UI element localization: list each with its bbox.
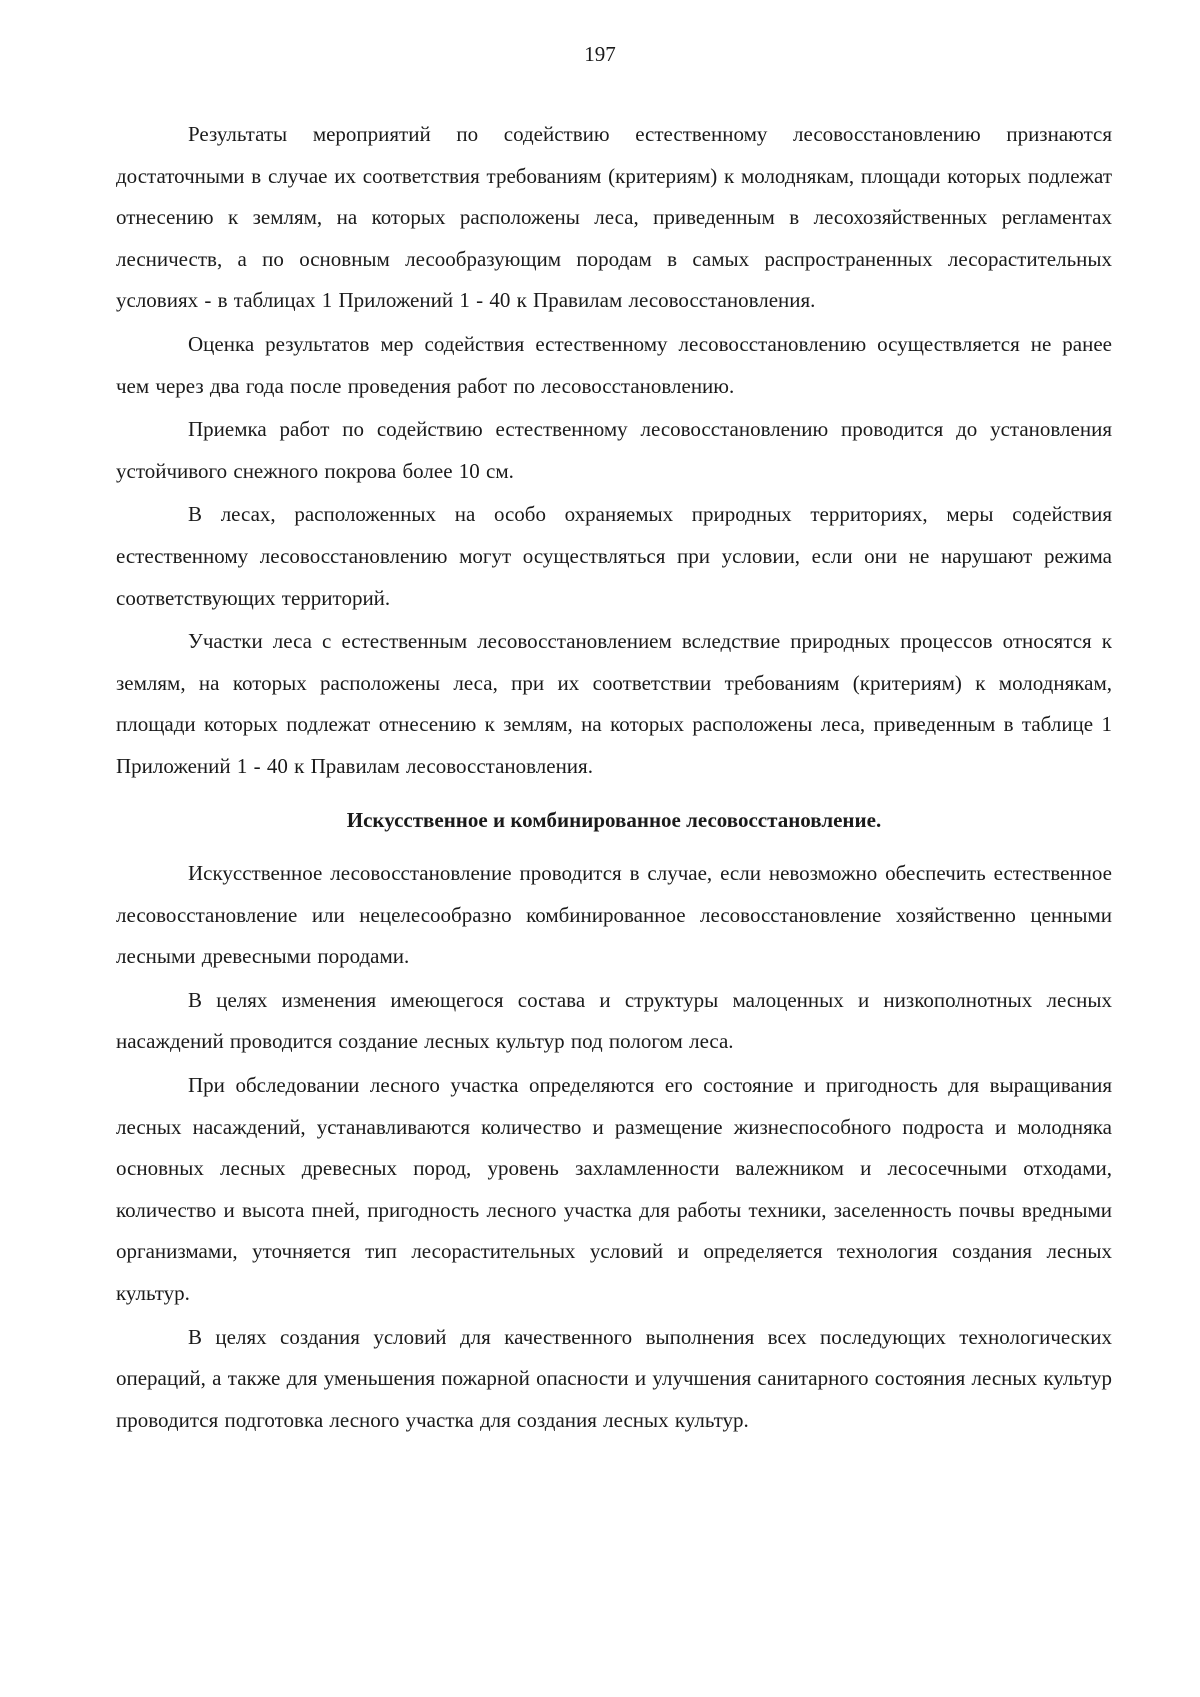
paragraph: Приемка работ по содействию естественному лесовосстановлению проводится до установления устойчивого снежного покрова более 10 см. xyxy=(116,417,1112,483)
paragraph: В лесах, расположенных на особо охраняемых природных территориях, меры содействия естественному лесовосстановлению могут осуществляться при условии, если они не нарушают режима соответствующих территорий. xyxy=(116,502,1112,610)
paragraph: Искусственное лесовосстановление проводится в случае, если невозможно обеспечить естественное лесовосстановление или нецелесообразно комбинированное лесовосстановление хозяйственно ценными лесными древесными породами. xyxy=(116,861,1112,969)
paragraph: В целях создания условий для качественного выполнения всех последующих технологических операций, а также для уменьшения пожарной опасности и улучшения санитарного состояния лесных культур проводится подготовка лесного участка для создания лесных культур. xyxy=(116,1324,1112,1432)
paragraph: При обследовании лесного участка определяются его состояние и пригодность для выращивания лесных насаждений, устанавливаются количество и размещение жизнеспособного подроста и молодняка основных лесных древесных пород, уровень захламленности валежником и лесосечными отходами, количество и высота пней, пригодность лесного участка для работы техники, заселенность почвы вредными организмами, уточняется тип лесорастительных условий и определяется технология создания лесных культур. xyxy=(116,1073,1112,1306)
paragraph: В целях изменения имеющегося состава и структуры малоценных и низкополнотных лесных насаждений проводится создание лесных культур под пологом леса. xyxy=(116,987,1112,1054)
section-heading: Искусственное и комбинированное лесовосстановление. xyxy=(346,807,882,832)
paragraph: Участки леса с естественным лесовосстановлением вследствие природных процессов относятся к землям, на которых расположены леса, при их соответствии требованиям (критериям) к молоднякам, площади которых подлежат отнесению к землям, на которых расположены леса, приведенным в таблице 1 Приложений 1 - 40 к Правилам лесовосстановления. xyxy=(116,629,1112,778)
paragraph: Оценка результатов мер содействия естественному лесовосстановлению осуществляется не ранее чем через два года после проведения работ по лесовосстановлению. xyxy=(116,331,1112,398)
document-body xyxy=(116,114,1112,1443)
page-number: 197 xyxy=(584,42,616,66)
paragraph: Результаты мероприятий по содействию естественному лесовосстановлению признаются достаточными в случае их соответствия требованиям (критериям) к молоднякам, площади которых подлежат отнесению к землям, на которых расположены леса, приведенным в лесохозяйственных регламентах лесничеств, а по основным лесообразующим породам в самых распространенных лесорастительных условиях - в таблицах 1 Приложений 1 - 40 к Правилам лесовосстановления. xyxy=(116,122,1112,313)
